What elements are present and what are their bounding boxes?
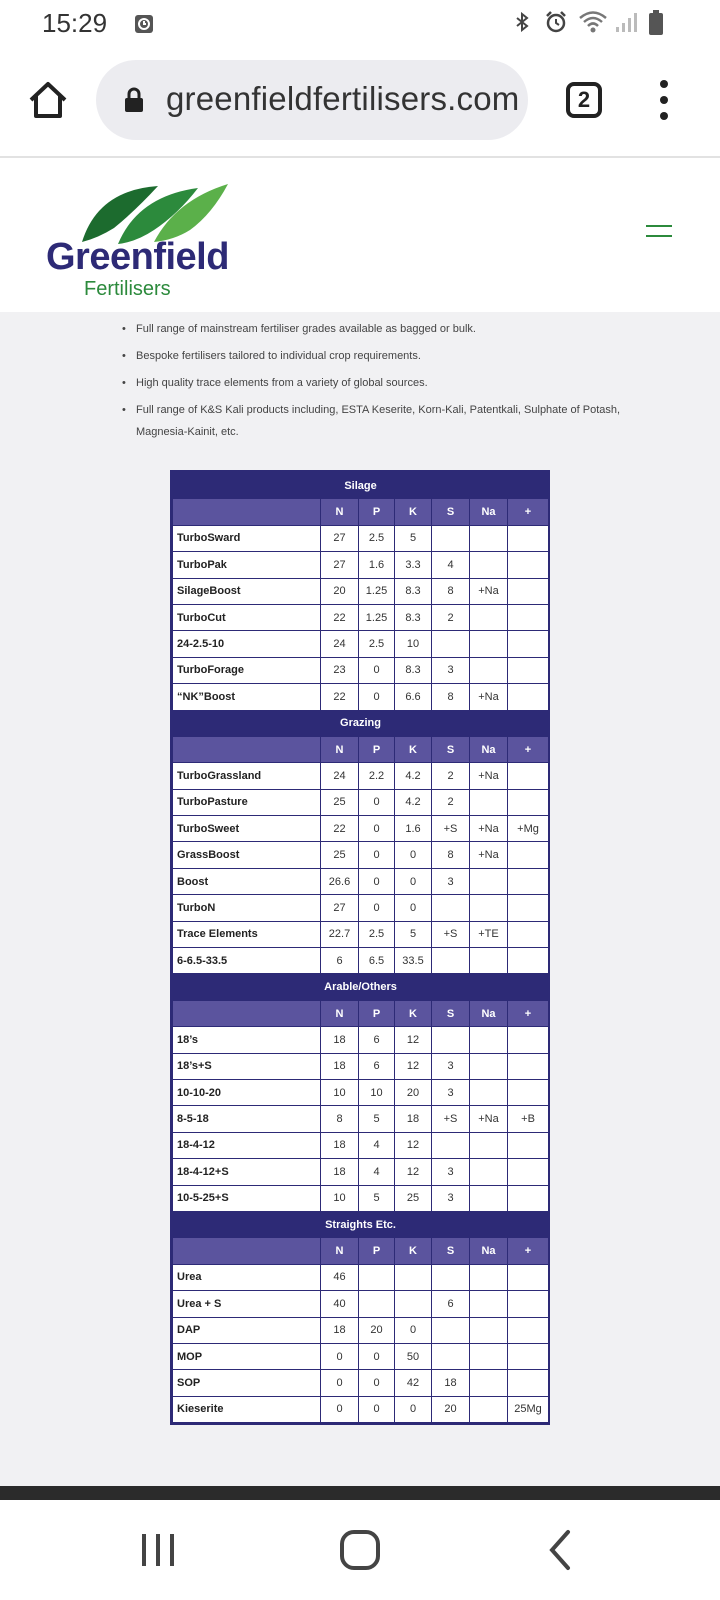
table-cell (508, 895, 549, 921)
table-cell: 0 (359, 1370, 395, 1396)
product-name: DAP (173, 1317, 321, 1343)
table-cell (508, 1079, 549, 1105)
logo-subtitle: Fertilisers (84, 278, 171, 300)
column-header: Na (470, 1238, 508, 1264)
column-header: S (432, 1238, 470, 1264)
home-icon[interactable] (26, 78, 70, 122)
greenfield-logo[interactable] (44, 184, 234, 300)
table-cell: 0 (395, 842, 432, 868)
table-cell: 0 (359, 684, 395, 710)
table-cell: 25Mg (508, 1396, 549, 1422)
table-cell: +Na (470, 763, 508, 789)
product-name: GrassBoost (173, 842, 321, 868)
table-cell (359, 1264, 395, 1290)
table-cell: 18 (321, 1317, 359, 1343)
table-cell (508, 1264, 549, 1290)
column-header: S (432, 736, 470, 762)
column-header: + (508, 1238, 549, 1264)
table-cell: 10 (359, 1079, 395, 1105)
table-cell: 2.5 (359, 525, 395, 551)
table-row (173, 657, 549, 683)
column-header-blank (173, 499, 321, 525)
table-cell (432, 1317, 470, 1343)
table-cell: 3 (432, 1079, 470, 1105)
tab-switcher-button[interactable]: 2 (566, 82, 602, 118)
table-row (173, 921, 549, 947)
table-row (173, 552, 549, 578)
table-row (173, 842, 549, 868)
table-cell: 2 (432, 604, 470, 630)
logo-wordmark: Greenfield (46, 236, 229, 278)
table-cell: 22 (321, 684, 359, 710)
table-row (173, 578, 549, 604)
column-header: Na (470, 499, 508, 525)
table-cell: 18 (321, 1132, 359, 1158)
product-name: 18’s (173, 1027, 321, 1053)
product-name: TurboPak (173, 552, 321, 578)
table-cell: 12 (395, 1053, 432, 1079)
overflow-menu-icon[interactable] (652, 78, 676, 122)
table-cell: 8 (432, 684, 470, 710)
table-cell: 33.5 (395, 948, 432, 974)
lock-icon (124, 87, 144, 113)
product-name: 10-5-25+S (173, 1185, 321, 1211)
table-row (173, 1132, 549, 1158)
table-cell: +Mg (508, 816, 549, 842)
table-cell: 2 (432, 789, 470, 815)
table-column-header-row (173, 1238, 549, 1264)
table-cell: 20 (359, 1317, 395, 1343)
footer-band (0, 1486, 720, 1500)
list-item: • Full range of K&S Kali products including, ESTA Keserite, Korn-Kali, Patentkali, Sulphate of Potash, Magnesia-Kainit, etc. (122, 399, 622, 443)
leaf-logo-icon (78, 184, 228, 244)
table-row (173, 1264, 549, 1290)
product-name: TurboPasture (173, 789, 321, 815)
table-cell (508, 1370, 549, 1396)
table-cell: 18 (432, 1370, 470, 1396)
table-cell: +S (432, 1106, 470, 1132)
product-name: TurboN (173, 895, 321, 921)
table-row (173, 684, 549, 710)
table-cell: 0 (359, 1343, 395, 1369)
table-cell: 2.5 (359, 921, 395, 947)
fertiliser-grades-table (170, 470, 550, 1425)
table-cell: 4 (359, 1159, 395, 1185)
table-cell (470, 948, 508, 974)
table-cell: 3.3 (395, 552, 432, 578)
table-cell: 8 (432, 578, 470, 604)
main-content (0, 312, 720, 1486)
table-cell: 4 (359, 1132, 395, 1158)
table-cell: 25 (395, 1185, 432, 1211)
table-cell: 18 (321, 1159, 359, 1185)
wifi-icon (578, 10, 608, 34)
table-column-header-row (173, 736, 549, 762)
home-nav-icon[interactable] (330, 1520, 390, 1580)
product-name: Boost (173, 868, 321, 894)
bluetooth-icon (512, 12, 532, 32)
product-name: 18-4-12 (173, 1132, 321, 1158)
column-header-blank (173, 1000, 321, 1026)
table-cell: 8 (321, 1106, 359, 1132)
table-cell: 0 (359, 1396, 395, 1422)
browser-toolbar (0, 48, 720, 158)
table-cell (470, 868, 508, 894)
product-name: MOP (173, 1343, 321, 1369)
table-cell: 5 (395, 921, 432, 947)
table-cell: +Na (470, 684, 508, 710)
table-cell: +S (432, 816, 470, 842)
table-row (173, 816, 549, 842)
table-row (173, 631, 549, 657)
table-cell: 0 (395, 868, 432, 894)
column-header: P (359, 499, 395, 525)
list-item: • Bespoke fertilisers tailored to individual crop requirements. (122, 345, 622, 367)
table-cell: 25 (321, 842, 359, 868)
table-cell (470, 1079, 508, 1105)
signal-icon (614, 10, 640, 34)
table-section-header (173, 710, 549, 736)
table-cell (508, 684, 549, 710)
table-cell (470, 1132, 508, 1158)
product-name: “NK”Boost (173, 684, 321, 710)
section-title: Straights Etc. (173, 1211, 549, 1237)
table-cell: 4.2 (395, 763, 432, 789)
table-row (173, 789, 549, 815)
table-cell (470, 552, 508, 578)
column-header: N (321, 1238, 359, 1264)
table-cell (432, 1264, 470, 1290)
table-cell: 2.2 (359, 763, 395, 789)
table-row (173, 1079, 549, 1105)
table-cell: 12 (395, 1027, 432, 1053)
table-row (173, 895, 549, 921)
table-cell (470, 1291, 508, 1317)
product-name: TurboSward (173, 525, 321, 551)
table-cell: 6 (321, 948, 359, 974)
table-cell: 1.25 (359, 578, 395, 604)
table-cell (432, 1343, 470, 1369)
table-cell: 8 (432, 842, 470, 868)
table-cell: 27 (321, 525, 359, 551)
table-cell: 3 (432, 657, 470, 683)
table-cell: 3 (432, 1159, 470, 1185)
table-cell (508, 657, 549, 683)
alarm-icon (544, 10, 568, 34)
table-cell (470, 1185, 508, 1211)
table-cell: 27 (321, 552, 359, 578)
table-cell: 1.6 (359, 552, 395, 578)
table-cell: 0 (359, 657, 395, 683)
table-cell (508, 1317, 549, 1343)
product-name: Trace Elements (173, 921, 321, 947)
column-header: K (395, 1238, 432, 1264)
product-name: 6-6.5-33.5 (173, 948, 321, 974)
table-row (173, 948, 549, 974)
product-name: Urea (173, 1264, 321, 1290)
table-cell (508, 789, 549, 815)
table-cell: 22 (321, 816, 359, 842)
table-row (173, 1185, 549, 1211)
table-cell: 22.7 (321, 921, 359, 947)
table-cell (508, 1343, 549, 1369)
table-cell: 23 (321, 657, 359, 683)
table-cell: 3 (432, 1053, 470, 1079)
table-cell: 18 (395, 1106, 432, 1132)
table-row (173, 1027, 549, 1053)
column-header: P (359, 1238, 395, 1264)
product-name: TurboCut (173, 604, 321, 630)
table-cell (470, 631, 508, 657)
table-cell: 6 (359, 1027, 395, 1053)
table-cell: +Na (470, 816, 508, 842)
url-text: greenfieldfertilisers.com (166, 80, 520, 117)
table-cell (470, 1396, 508, 1422)
system-navigation-bar (0, 1500, 720, 1600)
section-title: Silage (173, 473, 549, 499)
column-header: K (395, 736, 432, 762)
table-row (173, 868, 549, 894)
table-cell: 18 (321, 1053, 359, 1079)
table-cell (432, 525, 470, 551)
table-cell (508, 948, 549, 974)
table-cell (470, 1370, 508, 1396)
table-cell: 1.25 (359, 604, 395, 630)
table-cell (432, 631, 470, 657)
battery-icon (648, 10, 664, 36)
table-cell: 50 (395, 1343, 432, 1369)
table-cell: 0 (321, 1343, 359, 1369)
table-cell (508, 631, 549, 657)
table-cell (432, 895, 470, 921)
table-row (173, 1343, 549, 1369)
table-column-header-row (173, 499, 549, 525)
column-header-blank (173, 1238, 321, 1264)
table-cell: 0 (359, 842, 395, 868)
table-row (173, 525, 549, 551)
site-header (0, 160, 720, 312)
product-name: Kieserite (173, 1396, 321, 1422)
section-title: Arable/Others (173, 974, 549, 1000)
table-cell (470, 1027, 508, 1053)
table-cell (359, 1291, 395, 1317)
product-name: SOP (173, 1370, 321, 1396)
product-name: 8-5-18 (173, 1106, 321, 1132)
table-cell: 0 (395, 1317, 432, 1343)
table-cell (508, 1291, 549, 1317)
table-cell: 10 (395, 631, 432, 657)
feature-list (122, 318, 622, 448)
column-header: N (321, 499, 359, 525)
column-header-blank (173, 736, 321, 762)
table-cell (470, 604, 508, 630)
table-row (173, 1159, 549, 1185)
table-cell: 40 (321, 1291, 359, 1317)
table-cell (432, 1132, 470, 1158)
product-name: Urea + S (173, 1291, 321, 1317)
table-cell: 26.6 (321, 868, 359, 894)
table-row (173, 1291, 549, 1317)
table-cell (470, 1053, 508, 1079)
column-header: + (508, 499, 549, 525)
table-cell: 0 (395, 1396, 432, 1422)
table-cell (395, 1291, 432, 1317)
table-cell: 0 (359, 789, 395, 815)
table-cell: 6 (359, 1053, 395, 1079)
table-column-header-row (173, 1000, 549, 1026)
table-section-header (173, 1211, 549, 1237)
table-cell: 22 (321, 604, 359, 630)
column-header: K (395, 499, 432, 525)
table-cell: +Na (470, 1106, 508, 1132)
table-cell: 5 (359, 1185, 395, 1211)
table-cell (508, 1053, 549, 1079)
table-cell (508, 604, 549, 630)
table-cell (432, 1027, 470, 1053)
table-cell: 4.2 (395, 789, 432, 815)
table-cell (508, 1185, 549, 1211)
table-cell: +S (432, 921, 470, 947)
product-name: SilageBoost (173, 578, 321, 604)
table-cell: 12 (395, 1159, 432, 1185)
screenshot-notification-icon (134, 14, 154, 34)
table-row (173, 1317, 549, 1343)
table-cell: 0 (359, 895, 395, 921)
table-cell (508, 1132, 549, 1158)
table-cell: 2.5 (359, 631, 395, 657)
table-cell: 1.6 (395, 816, 432, 842)
table-cell: +Na (470, 578, 508, 604)
table-cell (508, 552, 549, 578)
product-name: TurboGrassland (173, 763, 321, 789)
table-cell: 6.6 (395, 684, 432, 710)
table-row (173, 1396, 549, 1422)
table-cell: 46 (321, 1264, 359, 1290)
table-cell (508, 1159, 549, 1185)
table-cell (470, 895, 508, 921)
back-icon[interactable] (532, 1520, 592, 1580)
table-row (173, 1370, 549, 1396)
column-header: Na (470, 736, 508, 762)
table-cell (508, 868, 549, 894)
table-cell (470, 789, 508, 815)
status-time: 15:29 (42, 8, 108, 38)
table-cell: 5 (395, 525, 432, 551)
table-cell (470, 1343, 508, 1369)
table-cell: 4 (432, 552, 470, 578)
recent-apps-icon[interactable] (128, 1520, 188, 1580)
column-header: P (359, 736, 395, 762)
column-header: + (508, 736, 549, 762)
section-title: Grazing (173, 710, 549, 736)
table-cell: 5 (359, 1106, 395, 1132)
table-cell: 6 (432, 1291, 470, 1317)
table-cell (470, 657, 508, 683)
table-cell (470, 525, 508, 551)
product-name: 18-4-12+S (173, 1159, 321, 1185)
table-cell: 6.5 (359, 948, 395, 974)
table-cell: 10 (321, 1185, 359, 1211)
column-header: S (432, 499, 470, 525)
list-item: • Full range of mainstream fertiliser grades available as bagged or bulk. (122, 318, 622, 340)
table-cell: 20 (432, 1396, 470, 1422)
table-cell: 8.3 (395, 578, 432, 604)
address-bar[interactable] (96, 60, 528, 140)
table-cell: 2 (432, 763, 470, 789)
column-header: + (508, 1000, 549, 1026)
table-cell: 0 (321, 1396, 359, 1422)
table-cell (395, 1264, 432, 1290)
table-row (173, 1053, 549, 1079)
column-header: Na (470, 1000, 508, 1026)
table-row (173, 763, 549, 789)
table-cell: 24 (321, 631, 359, 657)
table-row (173, 1106, 549, 1132)
table-cell: +TE (470, 921, 508, 947)
table-cell (432, 948, 470, 974)
table-cell (470, 1264, 508, 1290)
column-header: K (395, 1000, 432, 1026)
table-cell: 24 (321, 763, 359, 789)
table-cell (508, 525, 549, 551)
list-item: • High quality trace elements from a variety of global sources. (122, 372, 622, 394)
hamburger-menu-icon[interactable] (646, 225, 672, 239)
product-name: 18’s+S (173, 1053, 321, 1079)
table-cell: 20 (321, 578, 359, 604)
column-header: P (359, 1000, 395, 1026)
table-cell: 42 (395, 1370, 432, 1396)
table-cell: +Na (470, 842, 508, 868)
table-cell: 3 (432, 1185, 470, 1211)
table-cell: 20 (395, 1079, 432, 1105)
table-cell (470, 1159, 508, 1185)
table-cell: 0 (321, 1370, 359, 1396)
table-row (173, 604, 549, 630)
table-cell: +B (508, 1106, 549, 1132)
table-cell (508, 921, 549, 947)
product-name: TurboForage (173, 657, 321, 683)
table-section-header (173, 974, 549, 1000)
table-cell: 25 (321, 789, 359, 815)
table-cell: 27 (321, 895, 359, 921)
table-cell (508, 763, 549, 789)
table-cell (508, 1027, 549, 1053)
column-header: N (321, 1000, 359, 1026)
table-cell: 8.3 (395, 657, 432, 683)
table-cell: 10 (321, 1079, 359, 1105)
status-bar (0, 0, 720, 48)
table-cell: 18 (321, 1027, 359, 1053)
table-cell: 0 (359, 868, 395, 894)
product-name: 24-2.5-10 (173, 631, 321, 657)
table-cell: 0 (359, 816, 395, 842)
column-header: S (432, 1000, 470, 1026)
table-section-header (173, 473, 549, 499)
column-header: N (321, 736, 359, 762)
table-cell (508, 578, 549, 604)
table-cell (470, 1317, 508, 1343)
table-cell: 8.3 (395, 604, 432, 630)
table-cell (508, 842, 549, 868)
table-cell: 3 (432, 868, 470, 894)
product-name: 10-10-20 (173, 1079, 321, 1105)
product-name: TurboSweet (173, 816, 321, 842)
table-cell: 12 (395, 1132, 432, 1158)
table-cell: 0 (395, 895, 432, 921)
